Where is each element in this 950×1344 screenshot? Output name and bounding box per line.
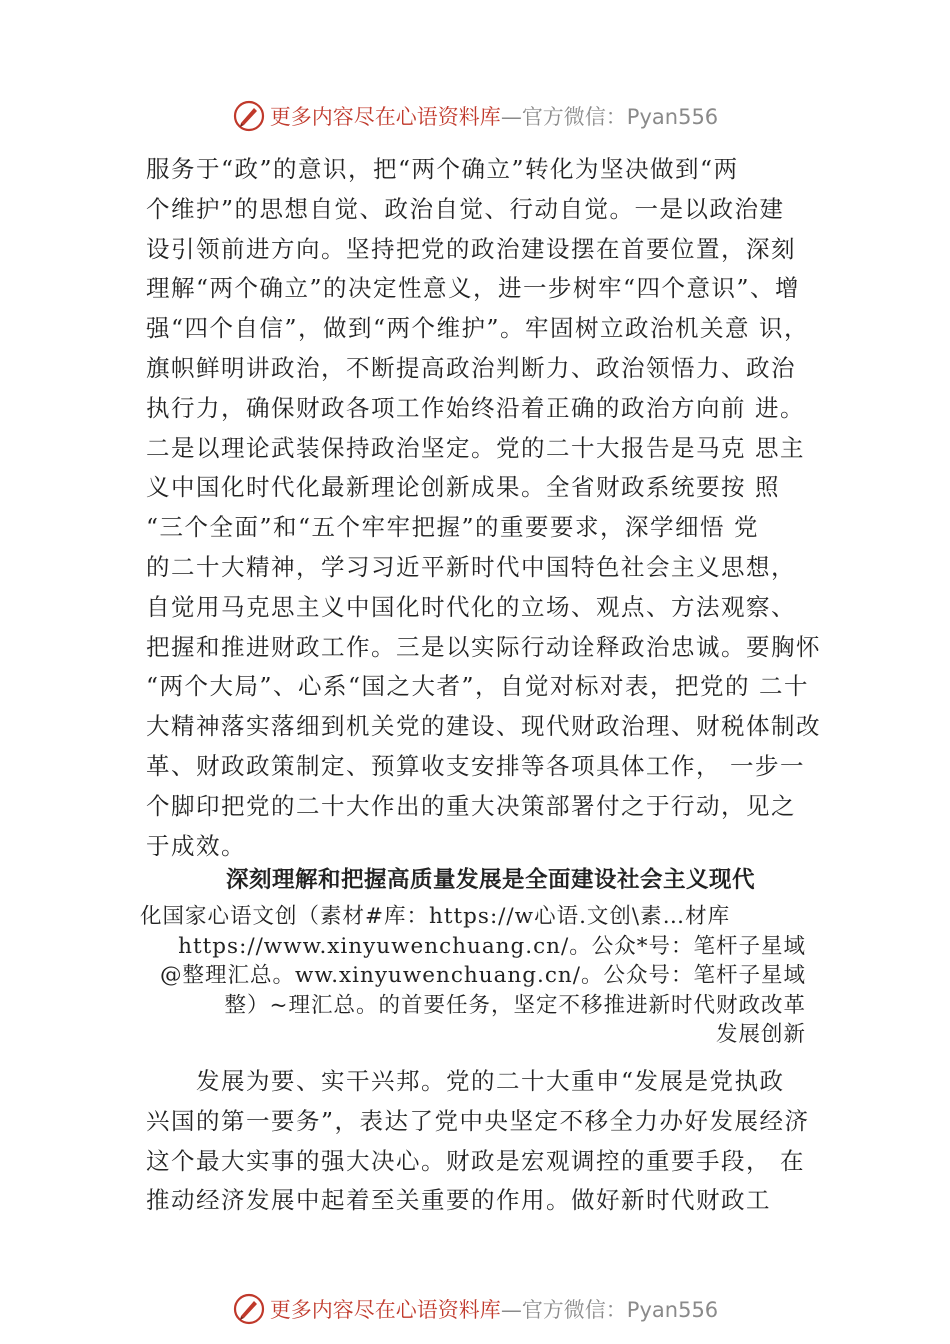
body-line: 把握和推进财政工作。三是以实际行动诠释政治忠诚。要胸怀 xyxy=(146,632,821,661)
section-title: 深刻理解和把握高质量发展是全面建设社会主义现代 xyxy=(226,867,756,893)
body-line: 旗帜鲜明讲政治，不断提高政治判断力、政治领悟力、政治 xyxy=(146,353,796,382)
body-line: 自觉用马克思主义中国化时代化的立场、观点、方法观察、 xyxy=(146,592,796,621)
body-line: 义中国化时代化最新理论创新成果。全省财政系统要按 照 xyxy=(146,473,780,502)
body-line: 强“四个自信”，做到“两个维护”。牢固树立政治机关意 识， xyxy=(146,314,810,343)
body-line: “三个全面”和“五个牢牢把握”的重要要求，深学细悟 党 xyxy=(146,513,760,542)
banner-site-name: 更多内容尽在心语资料库 xyxy=(269,105,501,129)
body-line: “两个大局”、心系“国之大者”，自觉对标对表，把党的 二十 xyxy=(146,672,810,701)
source-watermark-block xyxy=(140,902,806,1050)
source-line: 化国家心语文创（素材#库：https://w心语.文创\素…材库 xyxy=(140,904,731,929)
banner-text xyxy=(270,1294,718,1324)
header-watermark-banner xyxy=(0,94,950,138)
source-line: 发展创新 xyxy=(715,1022,806,1047)
body-line: 大精神落实落细到机关党的建设、现代财政治理、财税体制改 xyxy=(146,712,821,741)
body-line: 于成效。 xyxy=(146,831,246,860)
source-line: 整）~理汇总。的首要任务，坚定不移推进新时代财政改革 xyxy=(224,992,806,1018)
banner-site-name: 更多内容尽在心语资料库 xyxy=(269,1298,501,1322)
pen-seal-icon xyxy=(232,1292,266,1326)
second-paragraph xyxy=(146,1062,836,1221)
pen-seal-icon xyxy=(232,99,266,133)
para2-line: 推动经济发展中起着至关重要的作用。做好新时代财政工 xyxy=(146,1186,771,1215)
para2-line: 发展为要、实干兴邦。党的二十大重申“发展是党执政 xyxy=(196,1067,785,1095)
body-line: 的二十大精神，学习习近平新时代中国特色社会主义思想， xyxy=(146,552,796,581)
footer-watermark-banner xyxy=(0,1287,950,1331)
body-line: 二是以理论武装保持政治坚定。党的二十大报告是马克 思主 xyxy=(146,433,805,462)
body-paragraph xyxy=(146,150,836,866)
body-line: 设引领前进方向。坚持把党的政治建设摆在首要位置，深刻 xyxy=(146,234,796,263)
source-line: https://www.xinyuwenchuang.cn/。公众*号：笔杆子星域 xyxy=(178,933,806,959)
body-line: 革、财政政策制定、预算收支安排等各项具体工作， 一步一 xyxy=(146,751,805,780)
banner-wechat: —官方微信：Pyan556 xyxy=(500,105,719,129)
source-line: @整理汇总。ww.xinyuwenchuang.cn/。公众号：笔杆子星域 xyxy=(159,963,806,988)
para2-line: 兴国的第一要务”，表达了党中央坚定不移全力办好发展经济 xyxy=(146,1106,810,1135)
body-line: 个维护”的思想自觉、政治自觉、行动自觉。一是以政治建 xyxy=(146,194,785,223)
para2-line: 这个最大实事的强大决心。财政是宏观调控的重要手段， 在 xyxy=(146,1146,805,1175)
banner-wechat: —官方微信：Pyan556 xyxy=(500,1298,719,1322)
body-line: 理解“两个确立”的决定性意义，进一步树牢“四个意识”、增 xyxy=(146,274,801,303)
banner-text xyxy=(270,101,718,131)
body-line: 个脚印把党的二十大作出的重大决策部署付之于行动，见之 xyxy=(146,791,796,820)
body-line: 服务于“政”的意识，把“两个确立”转化为坚决做到“两 xyxy=(146,155,739,183)
body-line: 执行力，确保财政各项工作始终沿着正确的政治方向前 进。 xyxy=(146,393,805,422)
